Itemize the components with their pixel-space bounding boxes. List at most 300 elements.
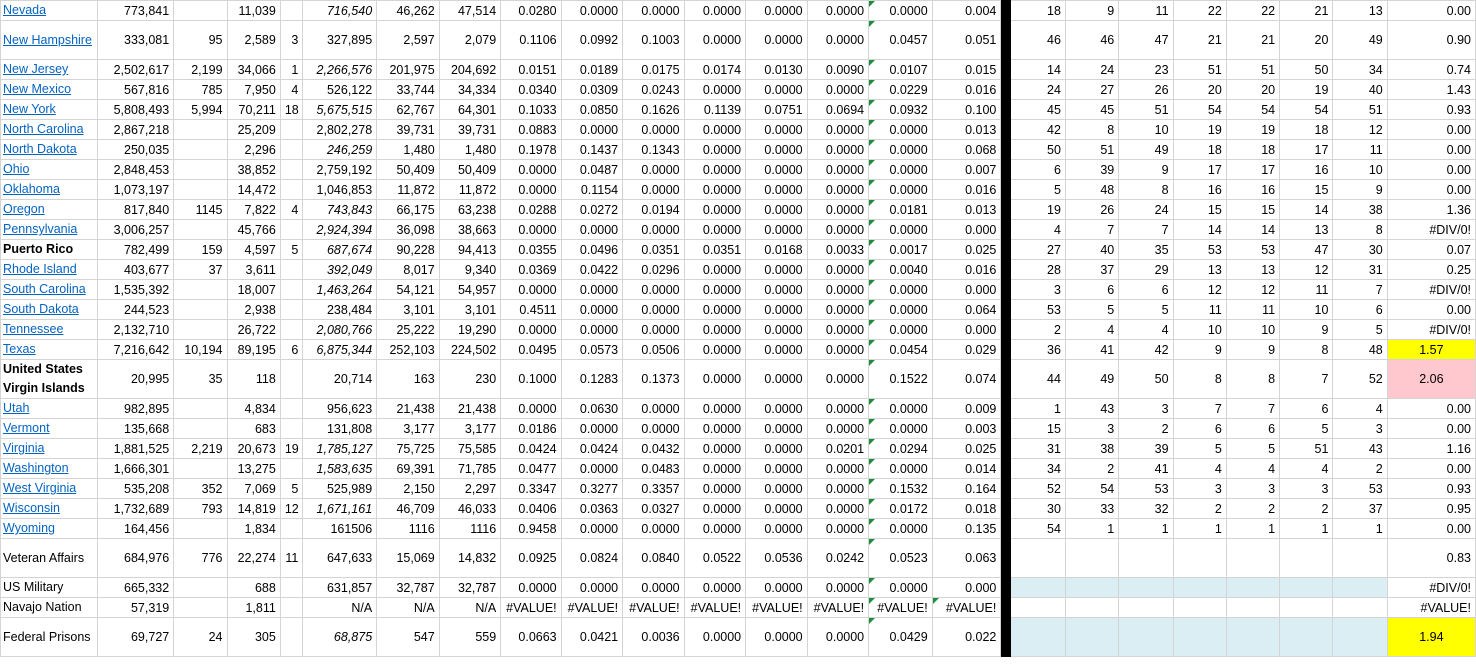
rank-cell[interactable]: 5	[1010, 180, 1065, 200]
data-cell[interactable]: 0.0454	[869, 340, 933, 360]
data-cell[interactable]	[174, 419, 227, 439]
data-cell[interactable]: 0.0000	[746, 499, 808, 519]
rank-cell[interactable]: 18	[1226, 140, 1279, 160]
ratio-cell[interactable]: #DIV/0!	[1387, 220, 1475, 240]
data-cell[interactable]: 0.0000	[684, 120, 746, 140]
data-cell[interactable]: 0.0000	[501, 160, 561, 180]
jurisdiction-cell[interactable]	[1, 140, 98, 160]
rank-cell[interactable]: 26	[1065, 200, 1118, 220]
jurisdiction-cell[interactable]	[1, 459, 98, 479]
rank-cell[interactable]: 14	[1280, 200, 1333, 220]
data-cell[interactable]: 0.0000	[746, 419, 808, 439]
data-cell[interactable]: 956,623	[303, 399, 377, 419]
data-cell[interactable]: 688	[227, 578, 280, 598]
data-cell[interactable]: 0.0000	[746, 260, 808, 280]
data-cell[interactable]: 0.0340	[501, 80, 561, 100]
data-cell[interactable]: 0.0288	[501, 200, 561, 220]
ratio-cell[interactable]: 0.00	[1387, 419, 1475, 439]
rank-cell[interactable]: 52	[1333, 360, 1387, 399]
data-cell[interactable]: 0.164	[932, 479, 1001, 499]
rank-cell[interactable]: 8	[1119, 180, 1173, 200]
rank-cell[interactable]: 27	[1010, 240, 1065, 260]
data-cell[interactable]: 0.0000	[684, 200, 746, 220]
rank-cell[interactable]: 30	[1333, 240, 1387, 260]
rank-cell[interactable]: 38	[1065, 439, 1118, 459]
data-cell[interactable]: 0.0751	[746, 100, 808, 120]
data-cell[interactable]: 7,069	[227, 479, 280, 499]
data-cell[interactable]: 0.0000	[561, 220, 623, 240]
data-cell[interactable]: 11,872	[439, 180, 501, 200]
data-cell[interactable]: 0.0992	[561, 21, 623, 60]
data-cell[interactable]: 2,132,710	[98, 320, 174, 340]
data-cell[interactable]: 4,597	[227, 240, 280, 260]
rank-cell[interactable]: 4	[1119, 320, 1173, 340]
rank-cell[interactable]	[1065, 578, 1118, 598]
data-cell[interactable]: 0.100	[932, 100, 1001, 120]
data-cell[interactable]: 0.0000	[684, 300, 746, 320]
jurisdiction-link[interactable]: North Dakota	[3, 142, 77, 156]
data-cell[interactable]: 0.0000	[561, 419, 623, 439]
ratio-cell[interactable]: 0.00	[1387, 399, 1475, 419]
data-cell[interactable]: 0.0369	[501, 260, 561, 280]
data-cell[interactable]: 14,819	[227, 499, 280, 519]
jurisdiction-link[interactable]: Nevada	[3, 3, 47, 17]
data-cell[interactable]: 0.0000	[869, 419, 933, 439]
rank-cell[interactable]	[1010, 618, 1065, 657]
data-cell[interactable]: 0.0000	[807, 200, 869, 220]
data-cell[interactable]: 0.016	[932, 180, 1001, 200]
jurisdiction-cell[interactable]	[1, 260, 98, 280]
data-cell[interactable]: 34,066	[227, 60, 280, 80]
rank-cell[interactable]	[1119, 539, 1173, 578]
ratio-cell[interactable]: #DIV/0!	[1387, 320, 1475, 340]
rank-cell[interactable]	[1333, 539, 1387, 578]
data-cell[interactable]: 687,674	[303, 240, 377, 260]
data-cell[interactable]: 0.0000	[561, 578, 623, 598]
jurisdiction-cell[interactable]	[1, 499, 98, 519]
data-cell[interactable]: 0.0000	[623, 300, 685, 320]
rank-cell[interactable]: 35	[1119, 240, 1173, 260]
data-cell[interactable]: 39,731	[377, 120, 440, 140]
rank-cell[interactable]: 43	[1065, 399, 1118, 419]
rank-cell[interactable]: 43	[1333, 439, 1387, 459]
rank-cell[interactable]	[1226, 598, 1279, 618]
rank-cell[interactable]: 7	[1065, 220, 1118, 240]
data-cell[interactable]: 47,514	[439, 1, 501, 21]
rank-cell[interactable]: 18	[1173, 140, 1226, 160]
data-cell[interactable]: 0.068	[932, 140, 1001, 160]
data-cell[interactable]: 2,924,394	[303, 220, 377, 240]
ratio-cell[interactable]: 0.95	[1387, 499, 1475, 519]
data-cell[interactable]: 0.0294	[869, 439, 933, 459]
rank-cell[interactable]: 10	[1119, 120, 1173, 140]
data-cell[interactable]: 64,301	[439, 100, 501, 120]
rank-cell[interactable]: 9	[1280, 320, 1333, 340]
data-cell[interactable]: 2,938	[227, 300, 280, 320]
rank-cell[interactable]: 19	[1280, 80, 1333, 100]
jurisdiction-cell[interactable]	[1, 220, 98, 240]
rank-cell[interactable]: 51	[1333, 100, 1387, 120]
data-cell[interactable]: 0.0000	[807, 80, 869, 100]
jurisdiction-link[interactable]: New Mexico	[3, 82, 72, 96]
data-cell[interactable]: 50,409	[377, 160, 440, 180]
data-cell[interactable]: 0.0201	[807, 439, 869, 459]
data-cell[interactable]: 0.0432	[623, 439, 685, 459]
data-cell[interactable]: 2,150	[377, 479, 440, 499]
data-cell[interactable]: 1116	[377, 519, 440, 539]
rank-cell[interactable]	[1280, 539, 1333, 578]
data-cell[interactable]: 0.0000	[746, 200, 808, 220]
data-cell[interactable]: 1,480	[377, 140, 440, 160]
data-cell[interactable]: #VALUE!	[623, 598, 685, 618]
data-cell[interactable]: 0.0000	[807, 220, 869, 240]
data-cell[interactable]	[280, 140, 303, 160]
jurisdiction-link[interactable]: New York	[3, 102, 56, 116]
data-cell[interactable]: 2,848,453	[98, 160, 174, 180]
data-cell[interactable]: 5,994	[174, 100, 227, 120]
data-cell[interactable]: 0.0107	[869, 60, 933, 80]
jurisdiction-cell[interactable]	[1, 160, 98, 180]
rank-cell[interactable]: 16	[1226, 180, 1279, 200]
data-cell[interactable]: 0.0477	[501, 459, 561, 479]
data-cell[interactable]: 2,296	[227, 140, 280, 160]
data-cell[interactable]: 0.0000	[684, 220, 746, 240]
rank-cell[interactable]: 50	[1119, 360, 1173, 399]
data-cell[interactable]: 0.0172	[869, 499, 933, 519]
rank-cell[interactable]: 1	[1173, 519, 1226, 539]
data-cell[interactable]: 1,671,161	[303, 499, 377, 519]
data-cell[interactable]: 0.1106	[501, 21, 561, 60]
rank-cell[interactable]: 37	[1333, 499, 1387, 519]
data-cell[interactable]: 0.0000	[561, 459, 623, 479]
data-cell[interactable]: 0.0000	[746, 160, 808, 180]
jurisdiction-link[interactable]: New Hampshire	[3, 32, 92, 47]
data-cell[interactable]: 0.0000	[684, 578, 746, 598]
data-cell[interactable]: 0.0309	[561, 80, 623, 100]
data-cell[interactable]: 0.0000	[684, 80, 746, 100]
data-cell[interactable]: 0.0000	[623, 419, 685, 439]
data-cell[interactable]: 0.000	[932, 220, 1001, 240]
data-cell[interactable]: 6,875,344	[303, 340, 377, 360]
data-cell[interactable]: 0.0000	[807, 519, 869, 539]
rank-cell[interactable]: 16	[1173, 180, 1226, 200]
data-cell[interactable]: 1,811	[227, 598, 280, 618]
data-cell[interactable]: 0.1000	[501, 360, 561, 399]
data-cell[interactable]: 18	[280, 100, 303, 120]
data-cell[interactable]: 5,675,515	[303, 100, 377, 120]
data-cell[interactable]: 20,714	[303, 360, 377, 399]
jurisdiction-cell[interactable]	[1, 578, 98, 598]
rank-cell[interactable]: 34	[1333, 60, 1387, 80]
rank-cell[interactable]: 36	[1010, 340, 1065, 360]
ratio-cell[interactable]: 0.00	[1387, 459, 1475, 479]
rank-cell[interactable]	[1010, 578, 1065, 598]
data-cell[interactable]: 46,033	[439, 499, 501, 519]
data-cell[interactable]: 0.0522	[684, 539, 746, 578]
data-cell[interactable]: 0.1139	[684, 100, 746, 120]
data-cell[interactable]: 2,199	[174, 60, 227, 80]
ratio-cell[interactable]: #VALUE!	[1387, 598, 1475, 618]
data-cell[interactable]: 0.1003	[623, 21, 685, 60]
rank-cell[interactable]: 53	[1173, 240, 1226, 260]
data-cell[interactable]: #VALUE!	[561, 598, 623, 618]
data-cell[interactable]: 3,611	[227, 260, 280, 280]
jurisdiction-cell[interactable]	[1, 439, 98, 459]
data-cell[interactable]: 0.0000	[684, 499, 746, 519]
data-cell[interactable]: 0.0000	[684, 1, 746, 21]
data-cell[interactable]: 0.0000	[501, 578, 561, 598]
data-cell[interactable]: 69,727	[98, 618, 174, 657]
data-cell[interactable]: 1,881,525	[98, 439, 174, 459]
rank-cell[interactable]: 17	[1173, 160, 1226, 180]
data-cell[interactable]: 14,832	[439, 539, 501, 578]
data-cell[interactable]: 1,535,392	[98, 280, 174, 300]
data-cell[interactable]: 0.0000	[807, 300, 869, 320]
rank-cell[interactable]: 17	[1226, 160, 1279, 180]
rank-cell[interactable]: 12	[1226, 280, 1279, 300]
rank-cell[interactable]: 24	[1010, 80, 1065, 100]
rank-cell[interactable]: 49	[1333, 21, 1387, 60]
data-cell[interactable]: 567,816	[98, 80, 174, 100]
data-cell[interactable]: 3	[280, 21, 303, 60]
rank-cell[interactable]: 7	[1173, 399, 1226, 419]
data-cell[interactable]: 0.0694	[807, 100, 869, 120]
data-cell[interactable]: 2,219	[174, 439, 227, 459]
data-cell[interactable]	[280, 280, 303, 300]
data-cell[interactable]: 0.0000	[684, 419, 746, 439]
jurisdiction-cell[interactable]	[1, 479, 98, 499]
rank-cell[interactable]: 32	[1119, 499, 1173, 519]
rank-cell[interactable]: 23	[1119, 60, 1173, 80]
data-cell[interactable]: 201,975	[377, 60, 440, 80]
data-cell[interactable]: 0.0194	[623, 200, 685, 220]
data-cell[interactable]: 0.0000	[869, 578, 933, 598]
data-cell[interactable]: 252,103	[377, 340, 440, 360]
jurisdiction-link[interactable]: Tennessee	[3, 322, 64, 336]
data-cell[interactable]	[174, 399, 227, 419]
rank-cell[interactable]: 8	[1065, 120, 1118, 140]
data-cell[interactable]: 3,006,257	[98, 220, 174, 240]
jurisdiction-cell[interactable]	[1, 200, 98, 220]
rank-cell[interactable]	[1280, 578, 1333, 598]
data-cell[interactable]: 0.0000	[684, 519, 746, 539]
data-cell[interactable]: 0.0406	[501, 499, 561, 519]
jurisdiction-link[interactable]: New Jersey	[3, 62, 69, 76]
data-cell[interactable]: 0.0181	[869, 200, 933, 220]
jurisdiction-link[interactable]: Vermont	[3, 421, 50, 435]
data-cell[interactable]: 0.0536	[746, 539, 808, 578]
rank-cell[interactable]: 54	[1173, 100, 1226, 120]
data-cell[interactable]: 11	[280, 539, 303, 578]
data-cell[interactable]: 0.0000	[561, 519, 623, 539]
data-cell[interactable]: 0.0000	[684, 399, 746, 419]
data-cell[interactable]: 0.0840	[623, 539, 685, 578]
data-cell[interactable]: 95	[174, 21, 227, 60]
rank-cell[interactable]: 53	[1226, 240, 1279, 260]
data-cell[interactable]: 0.0000	[807, 180, 869, 200]
rank-cell[interactable]: 42	[1010, 120, 1065, 140]
rank-cell[interactable]	[1333, 578, 1387, 598]
data-cell[interactable]: 559	[439, 618, 501, 657]
rank-cell[interactable]: 15	[1173, 200, 1226, 220]
ratio-cell[interactable]: 0.00	[1387, 180, 1475, 200]
data-cell[interactable]: 0.3357	[623, 479, 685, 499]
data-cell[interactable]: 0.0000	[869, 280, 933, 300]
jurisdiction-link[interactable]: Wisconsin	[3, 501, 60, 515]
data-cell[interactable]: 5,808,493	[98, 100, 174, 120]
data-cell[interactable]: 33,744	[377, 80, 440, 100]
rank-cell[interactable]: 6	[1119, 280, 1173, 300]
data-cell[interactable]: 19,290	[439, 320, 501, 340]
data-cell[interactable]: #VALUE!	[684, 598, 746, 618]
jurisdiction-link[interactable]: North Carolina	[3, 122, 84, 136]
rank-cell[interactable]: 13	[1173, 260, 1226, 280]
data-cell[interactable]: 0.0000	[623, 399, 685, 419]
data-cell[interactable]	[174, 320, 227, 340]
rank-cell[interactable]	[1119, 578, 1173, 598]
data-cell[interactable]: 0.029	[932, 340, 1001, 360]
data-cell[interactable]: 57,319	[98, 598, 174, 618]
rank-cell[interactable]: 9	[1333, 180, 1387, 200]
jurisdiction-cell[interactable]	[1, 100, 98, 120]
rank-cell[interactable]	[1173, 539, 1226, 578]
data-cell[interactable]: 32,787	[377, 578, 440, 598]
rank-cell[interactable]: 4	[1010, 220, 1065, 240]
data-cell[interactable]: 0.0000	[501, 399, 561, 419]
rank-cell[interactable]: 10	[1333, 160, 1387, 180]
data-cell[interactable]	[280, 160, 303, 180]
data-cell[interactable]: 0.0000	[623, 220, 685, 240]
data-cell[interactable]: 10,194	[174, 340, 227, 360]
rank-cell[interactable]: 51	[1226, 60, 1279, 80]
rank-cell[interactable]: 22	[1226, 1, 1279, 21]
data-cell[interactable]: 0.0000	[807, 280, 869, 300]
data-cell[interactable]: 327,895	[303, 21, 377, 60]
rank-cell[interactable]: 10	[1280, 300, 1333, 320]
rank-cell[interactable]: 24	[1119, 200, 1173, 220]
data-cell[interactable]: 66,175	[377, 200, 440, 220]
rank-cell[interactable]: 5	[1333, 320, 1387, 340]
data-cell[interactable]: 0.0457	[869, 21, 933, 60]
data-cell[interactable]	[174, 459, 227, 479]
data-cell[interactable]: 0.0495	[501, 340, 561, 360]
data-cell[interactable]: 0.013	[932, 120, 1001, 140]
data-cell[interactable]: 0.0000	[869, 180, 933, 200]
data-cell[interactable]: 0.0000	[684, 459, 746, 479]
rank-cell[interactable]: 45	[1065, 100, 1118, 120]
data-cell[interactable]: 0.0000	[501, 320, 561, 340]
data-cell[interactable]: 46,262	[377, 1, 440, 21]
data-cell[interactable]: N/A	[377, 598, 440, 618]
jurisdiction-link[interactable]: West Virginia	[3, 481, 77, 495]
data-cell[interactable]: 238,484	[303, 300, 377, 320]
rank-cell[interactable]	[1173, 618, 1226, 657]
data-cell[interactable]	[174, 578, 227, 598]
data-cell[interactable]: 0.0429	[869, 618, 933, 657]
data-cell[interactable]: 39,731	[439, 120, 501, 140]
data-cell[interactable]: 0.0000	[807, 499, 869, 519]
rank-cell[interactable]	[1173, 598, 1226, 618]
data-cell[interactable]: 0.0000	[807, 260, 869, 280]
data-cell[interactable]: 0.0000	[807, 399, 869, 419]
data-cell[interactable]	[280, 220, 303, 240]
rank-cell[interactable]: 1	[1119, 519, 1173, 539]
data-cell[interactable]: 2,867,218	[98, 120, 174, 140]
rank-cell[interactable]	[1119, 618, 1173, 657]
data-cell[interactable]: 0.0272	[561, 200, 623, 220]
rank-cell[interactable]: 15	[1010, 419, 1065, 439]
data-cell[interactable]: 0.0000	[807, 578, 869, 598]
data-cell[interactable]: 1,834	[227, 519, 280, 539]
data-cell[interactable]: 21,438	[377, 399, 440, 419]
data-cell[interactable]: 75,725	[377, 439, 440, 459]
rank-cell[interactable]: 2	[1333, 459, 1387, 479]
data-cell[interactable]: 0.0932	[869, 100, 933, 120]
data-cell[interactable]: 0.0000	[684, 280, 746, 300]
data-cell[interactable]: 0.016	[932, 260, 1001, 280]
jurisdiction-link[interactable]: Wyoming	[3, 521, 55, 535]
data-cell[interactable]: 817,840	[98, 200, 174, 220]
rank-cell[interactable]	[1280, 618, 1333, 657]
data-cell[interactable]: 0.0229	[869, 80, 933, 100]
rank-cell[interactable]: 40	[1065, 240, 1118, 260]
data-cell[interactable]: 13,275	[227, 459, 280, 479]
rank-cell[interactable]: 4	[1333, 399, 1387, 419]
data-cell[interactable]: 22,274	[227, 539, 280, 578]
data-cell[interactable]: 0.0000	[623, 280, 685, 300]
data-cell[interactable]: 631,857	[303, 578, 377, 598]
data-cell[interactable]	[174, 1, 227, 21]
data-cell[interactable]: 0.0327	[623, 499, 685, 519]
rank-cell[interactable]	[1333, 618, 1387, 657]
rank-cell[interactable]: 15	[1226, 200, 1279, 220]
data-cell[interactable]	[280, 578, 303, 598]
jurisdiction-cell[interactable]	[1, 340, 98, 360]
rank-cell[interactable]: 13	[1226, 260, 1279, 280]
data-cell[interactable]: 0.0000	[807, 120, 869, 140]
data-cell[interactable]: 0.1437	[561, 140, 623, 160]
rank-cell[interactable]: 11	[1173, 300, 1226, 320]
ratio-cell[interactable]: #DIV/0!	[1387, 280, 1475, 300]
rank-cell[interactable]: 54	[1226, 100, 1279, 120]
rank-cell[interactable]: 6	[1065, 280, 1118, 300]
jurisdiction-link[interactable]: Ohio	[3, 162, 30, 176]
data-cell[interactable]: 982,895	[98, 399, 174, 419]
data-cell[interactable]	[280, 598, 303, 618]
data-cell[interactable]: 0.0487	[561, 160, 623, 180]
data-cell[interactable]: 9,340	[439, 260, 501, 280]
rank-cell[interactable]: 2	[1119, 419, 1173, 439]
data-cell[interactable]: #VALUE!	[807, 598, 869, 618]
rank-cell[interactable]: 2	[1280, 499, 1333, 519]
data-cell[interactable]	[174, 220, 227, 240]
data-cell[interactable]: 0.0000	[807, 459, 869, 479]
data-cell[interactable]: 131,808	[303, 419, 377, 439]
data-cell[interactable]: 776	[174, 539, 227, 578]
rank-cell[interactable]: 39	[1065, 160, 1118, 180]
data-cell[interactable]: 0.014	[932, 459, 1001, 479]
data-cell[interactable]: 11,039	[227, 1, 280, 21]
data-cell[interactable]: 159	[174, 240, 227, 260]
rank-cell[interactable]: 6	[1280, 399, 1333, 419]
data-cell[interactable]: 0.3277	[561, 479, 623, 499]
rank-cell[interactable]: 8	[1173, 360, 1226, 399]
ratio-cell[interactable]: 1.36	[1387, 200, 1475, 220]
data-cell[interactable]: 0.1033	[501, 100, 561, 120]
rank-cell[interactable]	[1010, 539, 1065, 578]
data-cell[interactable]: 0.0000	[807, 21, 869, 60]
rank-cell[interactable]: 50	[1280, 60, 1333, 80]
